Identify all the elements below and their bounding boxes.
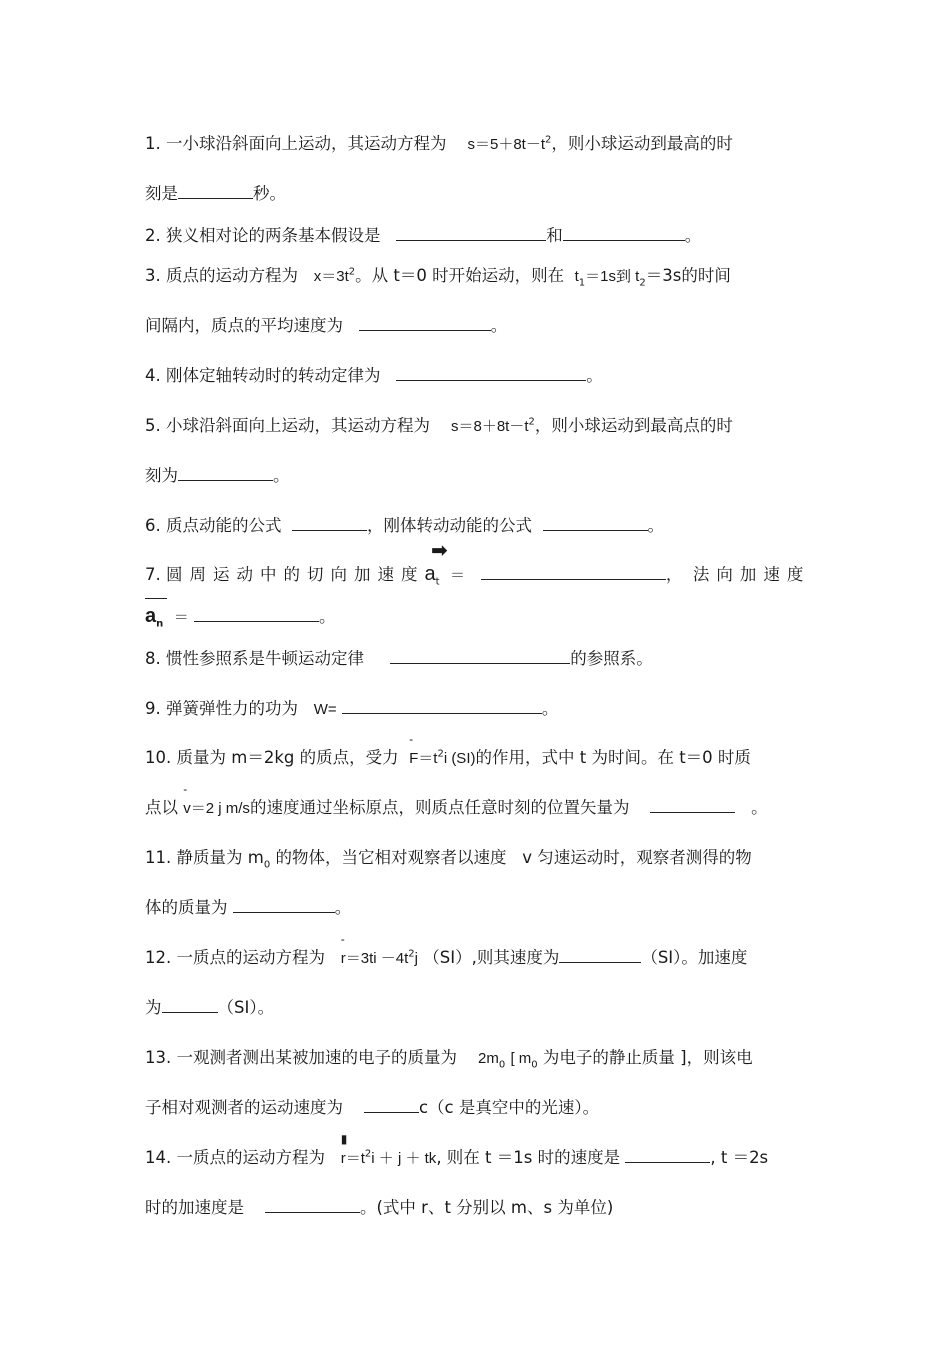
vector-bar-icon (145, 598, 167, 599)
q2-line: 2. 狭义相对论的两条基本假设是 和 。 (145, 226, 702, 245)
q9-line: 9. 弹簧弹性力的功为 W= 。 (145, 699, 559, 718)
q3-line1: 3. 质点的运动方程为 $x=3t^2$。从 t＝0 时开始运动，则在 $t_1=1s$到 $t_2=3s$的时间 (145, 266, 731, 289)
answer-blank[interactable] (265, 1196, 360, 1213)
q11-line1: 11. 静质量为 $m_0$ 的物体，当它相对观察者以速度 v 匀速运动时，观察者测得的物 (145, 848, 752, 871)
answer-blank[interactable] (342, 697, 542, 714)
q13-line1: 13. 一观测者测出某被加速的电子的质量为 $2m_0$ [ $m_0$ 为电子的静止质量 ]，则该电 (145, 1048, 753, 1071)
q4-line: 4. 刚体定轴转动时的转动定律为 。 (145, 366, 603, 385)
q12-line1: 12. 一质点的运动方程为 - $r=3ti -4t^2j$ （SI）,则其速度为 （SI）。加速度 (145, 932, 748, 967)
q7-line1: ➡ 7. 圆周运动中的切向加速度$a_t$ ＝ ， 法向加速度 (145, 538, 811, 588)
q14-line1: 14. 一质点的运动方程为 ▮ $r=t^2i + j$ ＋ tk, 则在 t ＝1s 时的速度是 , t ＝2s (145, 1132, 769, 1167)
vector-arrow-icon: ➡ (431, 538, 448, 562)
q13-line2: 子相对观测者的运动速度为 c（c 是真空中的光速）。 (145, 1098, 600, 1117)
q5-line2: 刻为 。 (145, 466, 290, 485)
answer-blank[interactable] (543, 514, 648, 531)
answer-blank[interactable] (359, 314, 491, 331)
q11-line2: 体的质量为 。 (145, 898, 352, 917)
q1-line1: 1. 一小球沿斜面向上运动，其运动方程为 $s=5+8t-t^2$，则小球运动到最高的时 (145, 134, 733, 153)
answer-blank[interactable] (194, 605, 319, 622)
q14-line2: 时的加速度是 。(式中 r、t 分别以 m、s 为单位) (145, 1198, 614, 1217)
q5-line1: 5. 小球沿斜面向上运动，其运动方程为 $s=8+8t-t^2$，则小球运动到最高点的时 (145, 416, 733, 435)
q12-line2: 为 （SI）。 (145, 998, 275, 1017)
q6-line: 6. 质点动能的公式 ，刚体转动动能的公式 。 (145, 516, 664, 535)
q10-line2: 点以 - v＝2 j m/s的速度通过坐标原点，则质点任意时刻的位置矢量为 。 (145, 782, 768, 817)
answer-blank[interactable] (233, 896, 335, 913)
answer-blank[interactable] (178, 182, 253, 199)
answer-blank[interactable] (292, 514, 367, 531)
q10-line1: 10. 质量为 m＝2kg 的质点，受力 - $F=t^2i$ (SI)的作用，式中 t 为时间。在 t＝0 时质 (145, 732, 751, 767)
answer-blank[interactable] (559, 946, 641, 963)
answer-blank[interactable] (162, 996, 218, 1013)
answer-blank[interactable] (481, 563, 666, 580)
q1-line2: 刻是 秒。 (145, 184, 286, 203)
q8-line: 8. 惯性参照系是牛顿运动定律 的参照系。 (145, 649, 653, 668)
answer-blank[interactable] (563, 224, 685, 241)
answer-blank[interactable] (396, 224, 546, 241)
answer-blank[interactable] (364, 1096, 419, 1113)
q7-line2: $a_n$ ＝ 。 (145, 604, 336, 630)
answer-blank[interactable] (390, 647, 570, 664)
q3-line2: 间隔内，质点的平均速度为 。 (145, 316, 508, 335)
answer-blank[interactable] (396, 364, 586, 381)
answer-blank[interactable] (650, 796, 735, 813)
answer-blank[interactable] (625, 1146, 710, 1163)
answer-blank[interactable] (178, 464, 273, 481)
